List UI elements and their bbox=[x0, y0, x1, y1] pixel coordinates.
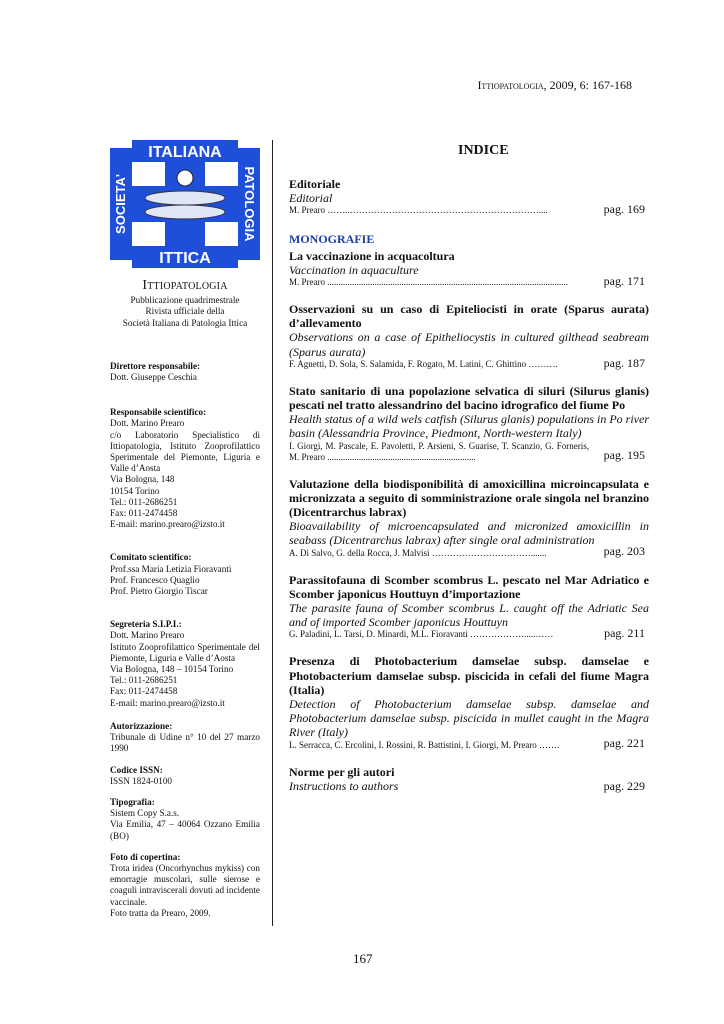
printer-block: Tipografia: Sistem Copy S.a.s. Via Emilia, 47 – 40064 Ozzano Emilia (BO) bbox=[110, 796, 260, 841]
entry-english-title: Detection of Photobacterium damselae subsp. damselae and Photobacterium damselae subsp. piscicida in mullet caught in the Magra River (Italy) bbox=[289, 697, 649, 740]
entry-page: pag. 211 bbox=[604, 626, 645, 641]
authorization-block: Autorizzazione: Tribunale di Udine n° 10 del 27 marzo 1990 bbox=[110, 720, 260, 754]
running-head-journal: Ittiopatologia bbox=[477, 78, 544, 92]
svg-text:PATOLOGIA: PATOLOGIA bbox=[242, 166, 257, 242]
entry-title: Stato sanitario di una popolazione selvatica di siluri (Silurus glanis) pescati nel tratto alessandrino del bacino idrografico del fiume Po bbox=[289, 383, 649, 413]
entry-english-title: Editorial bbox=[289, 191, 333, 206]
entry-title: Editoriale bbox=[289, 177, 341, 191]
cover-photo-block: Foto di copertina: Trota iridea (Oncorhynchus mykiss) con emorragie muscolari, sulle sierose e coaguli intraviscerali dovuti ad incidente vaccinale. Foto tratta da Prearo, 2009. bbox=[110, 851, 261, 918]
entry-english-title: The parasite fauna of Scomber scombrus L. caught off the Adriatic Sea and of imported Scomber japonicus Houttuyn bbox=[289, 601, 649, 630]
entry-page: pag. 169 bbox=[603, 202, 645, 217]
entry-authors: G. Paladini, L. Tarsi, D. Minardi, M.L. Fioravanti ……………….....…… bbox=[289, 629, 554, 640]
toc-entry[interactable] bbox=[289, 177, 649, 216]
journal-subtitle: Pubblicazione quadrimestrale Rivista ufficiale della Società Italiana di Patologia Ittica bbox=[122, 295, 248, 328]
running-head-citation: , 2009, 6: 167-168 bbox=[543, 78, 632, 92]
entry-english-title: Observations on a case of Epitheliocystis in cultured gilthead seabream (Sparus aurata) bbox=[289, 330, 649, 359]
svg-text:ITTICA: ITTICA bbox=[159, 250, 211, 267]
entry-page: pag. 171 bbox=[603, 273, 645, 288]
entry-authors: L. Serracca, C. Ercolini, I. Rossini, R. Battistini, I. Giorgi, M. Prearo ……. bbox=[289, 739, 560, 750]
toc-entry[interactable] bbox=[289, 654, 649, 750]
entry-english-title: Instructions to authors bbox=[289, 778, 399, 793]
column-divider bbox=[272, 140, 273, 926]
secretariat-block: Segreteria S.I.P.I.: Dott. Marino Prearo Istituto Zooprofilattico Sperimentale del Piemonte, Liguria e Valle d’Aosta Via Bologna, 148 – 10154 Torino Tel.: 011-2686251 Fax: 011-2474458 E-mail: marino.prearo@izsto.it bbox=[110, 619, 260, 708]
toc-entry[interactable] bbox=[289, 384, 649, 463]
toc-entry[interactable] bbox=[289, 477, 649, 559]
index-title: INDICE bbox=[458, 143, 509, 158]
entry-authors: I. Giorgi, M. Pascale, E. Pavoletti, P. Arsieni, S. Guarise, T. Scanzio, G. Forneris, M. Prearo .................................................................. bbox=[289, 440, 589, 462]
svg-text:ITALIANA: ITALIANA bbox=[148, 144, 222, 161]
entry-title: Parassitofauna di Scomber scombrus L. pescato nel Mar Adriatico e Scomber japonicus Houttuyn d’importazione bbox=[289, 572, 649, 601]
entry-english-title: Health status of a wild wels catfish (Silurus glanis) populations in Po river basin (Alessandria Province, Piedmont, North-western Italy) bbox=[289, 412, 650, 441]
entry-title: Osservazioni su un caso di Epiteliocisti in orate (Sparus aurata) d’allevamento bbox=[289, 302, 649, 331]
issn-block: Codice ISSN: ISSN 1824-0100 bbox=[110, 764, 173, 786]
entry-authors: A. Di Salvo, G. della Rocca, J. Malvisi ……………………………....... bbox=[289, 547, 547, 558]
director-block: Direttore responsabile: Dott. Giuseppe Ceschia bbox=[110, 360, 201, 383]
page-number: 167 bbox=[353, 951, 373, 966]
entry-english-title: Bioavailability of microencapsulated and micronized amoxicillin in seabass (Dicentrarchus labrax) after single oral administration bbox=[289, 519, 649, 548]
entry-page: pag. 195 bbox=[603, 448, 645, 463]
entry-title: Presenza di Photobacterium damselae subsp. damselae e Photobacterium damselae subsp. piscicida in cefali del fiume Magra (Italia) bbox=[289, 654, 649, 697]
entry-page: pag. 203 bbox=[603, 544, 645, 559]
toc-entry[interactable] bbox=[289, 573, 649, 641]
entry-title: Valutazione della biodisponibilità di amoxicillina microincapsulata e micronizzata a seguito di somministrazione orale singola nel branzino (Dicentrarchus labrax) bbox=[289, 476, 649, 520]
running-head bbox=[477, 78, 632, 93]
entry-authors: F. Agnetti, D. Sola, S. Salamida, F. Rogato, M. Latini, C. Ghittino ………. bbox=[289, 358, 558, 369]
scientific-manager-block: Responsabile scientifico: Dott. Marino Prearo c/o Laboratorio Specialistico di Ittiopatologia, Istituto Zooprofilattico Sperimentale del Piemonte, Liguria e Valle d’Aosta Via Bologna, 148 10154 Torino Tel.: 011-2686251 Fax: 011-2474458 E-mail: marino.prearo@izsto.it bbox=[110, 407, 260, 530]
entry-title: Norme per gli autori bbox=[289, 764, 395, 779]
toc-entry[interactable] bbox=[289, 765, 649, 793]
entry-authors: M. Prearo ........................................................................................................... bbox=[289, 277, 568, 288]
entry-english-title: Vaccination in aquaculture bbox=[289, 262, 419, 277]
entry-page: pag. 229 bbox=[603, 778, 645, 793]
entry-page: pag. 187 bbox=[603, 355, 645, 370]
journal-title: Ittiopatologia bbox=[142, 278, 228, 293]
society-logo-icon bbox=[110, 140, 260, 268]
scientific-committee-block: Comitato scientifico: Prof.ssa Maria Letizia Fioravanti Prof. Francesco Quaglio Prof. Pietro Giorgio Tiscar bbox=[110, 552, 232, 597]
toc-entry[interactable] bbox=[289, 302, 649, 370]
toc-entry[interactable] bbox=[289, 232, 649, 288]
entry-authors: M. Prearo ……..……………………………………………………….... bbox=[289, 205, 548, 216]
table-of-contents bbox=[289, 177, 649, 804]
svg-text:SOCIETA': SOCIETA' bbox=[113, 174, 128, 234]
entry-page: pag. 221 bbox=[603, 736, 645, 751]
masthead-column bbox=[110, 140, 260, 919]
section-heading: MONOGRAFIE bbox=[289, 232, 375, 247]
entry-title: La vaccinazione in acquacoltura bbox=[289, 248, 455, 263]
